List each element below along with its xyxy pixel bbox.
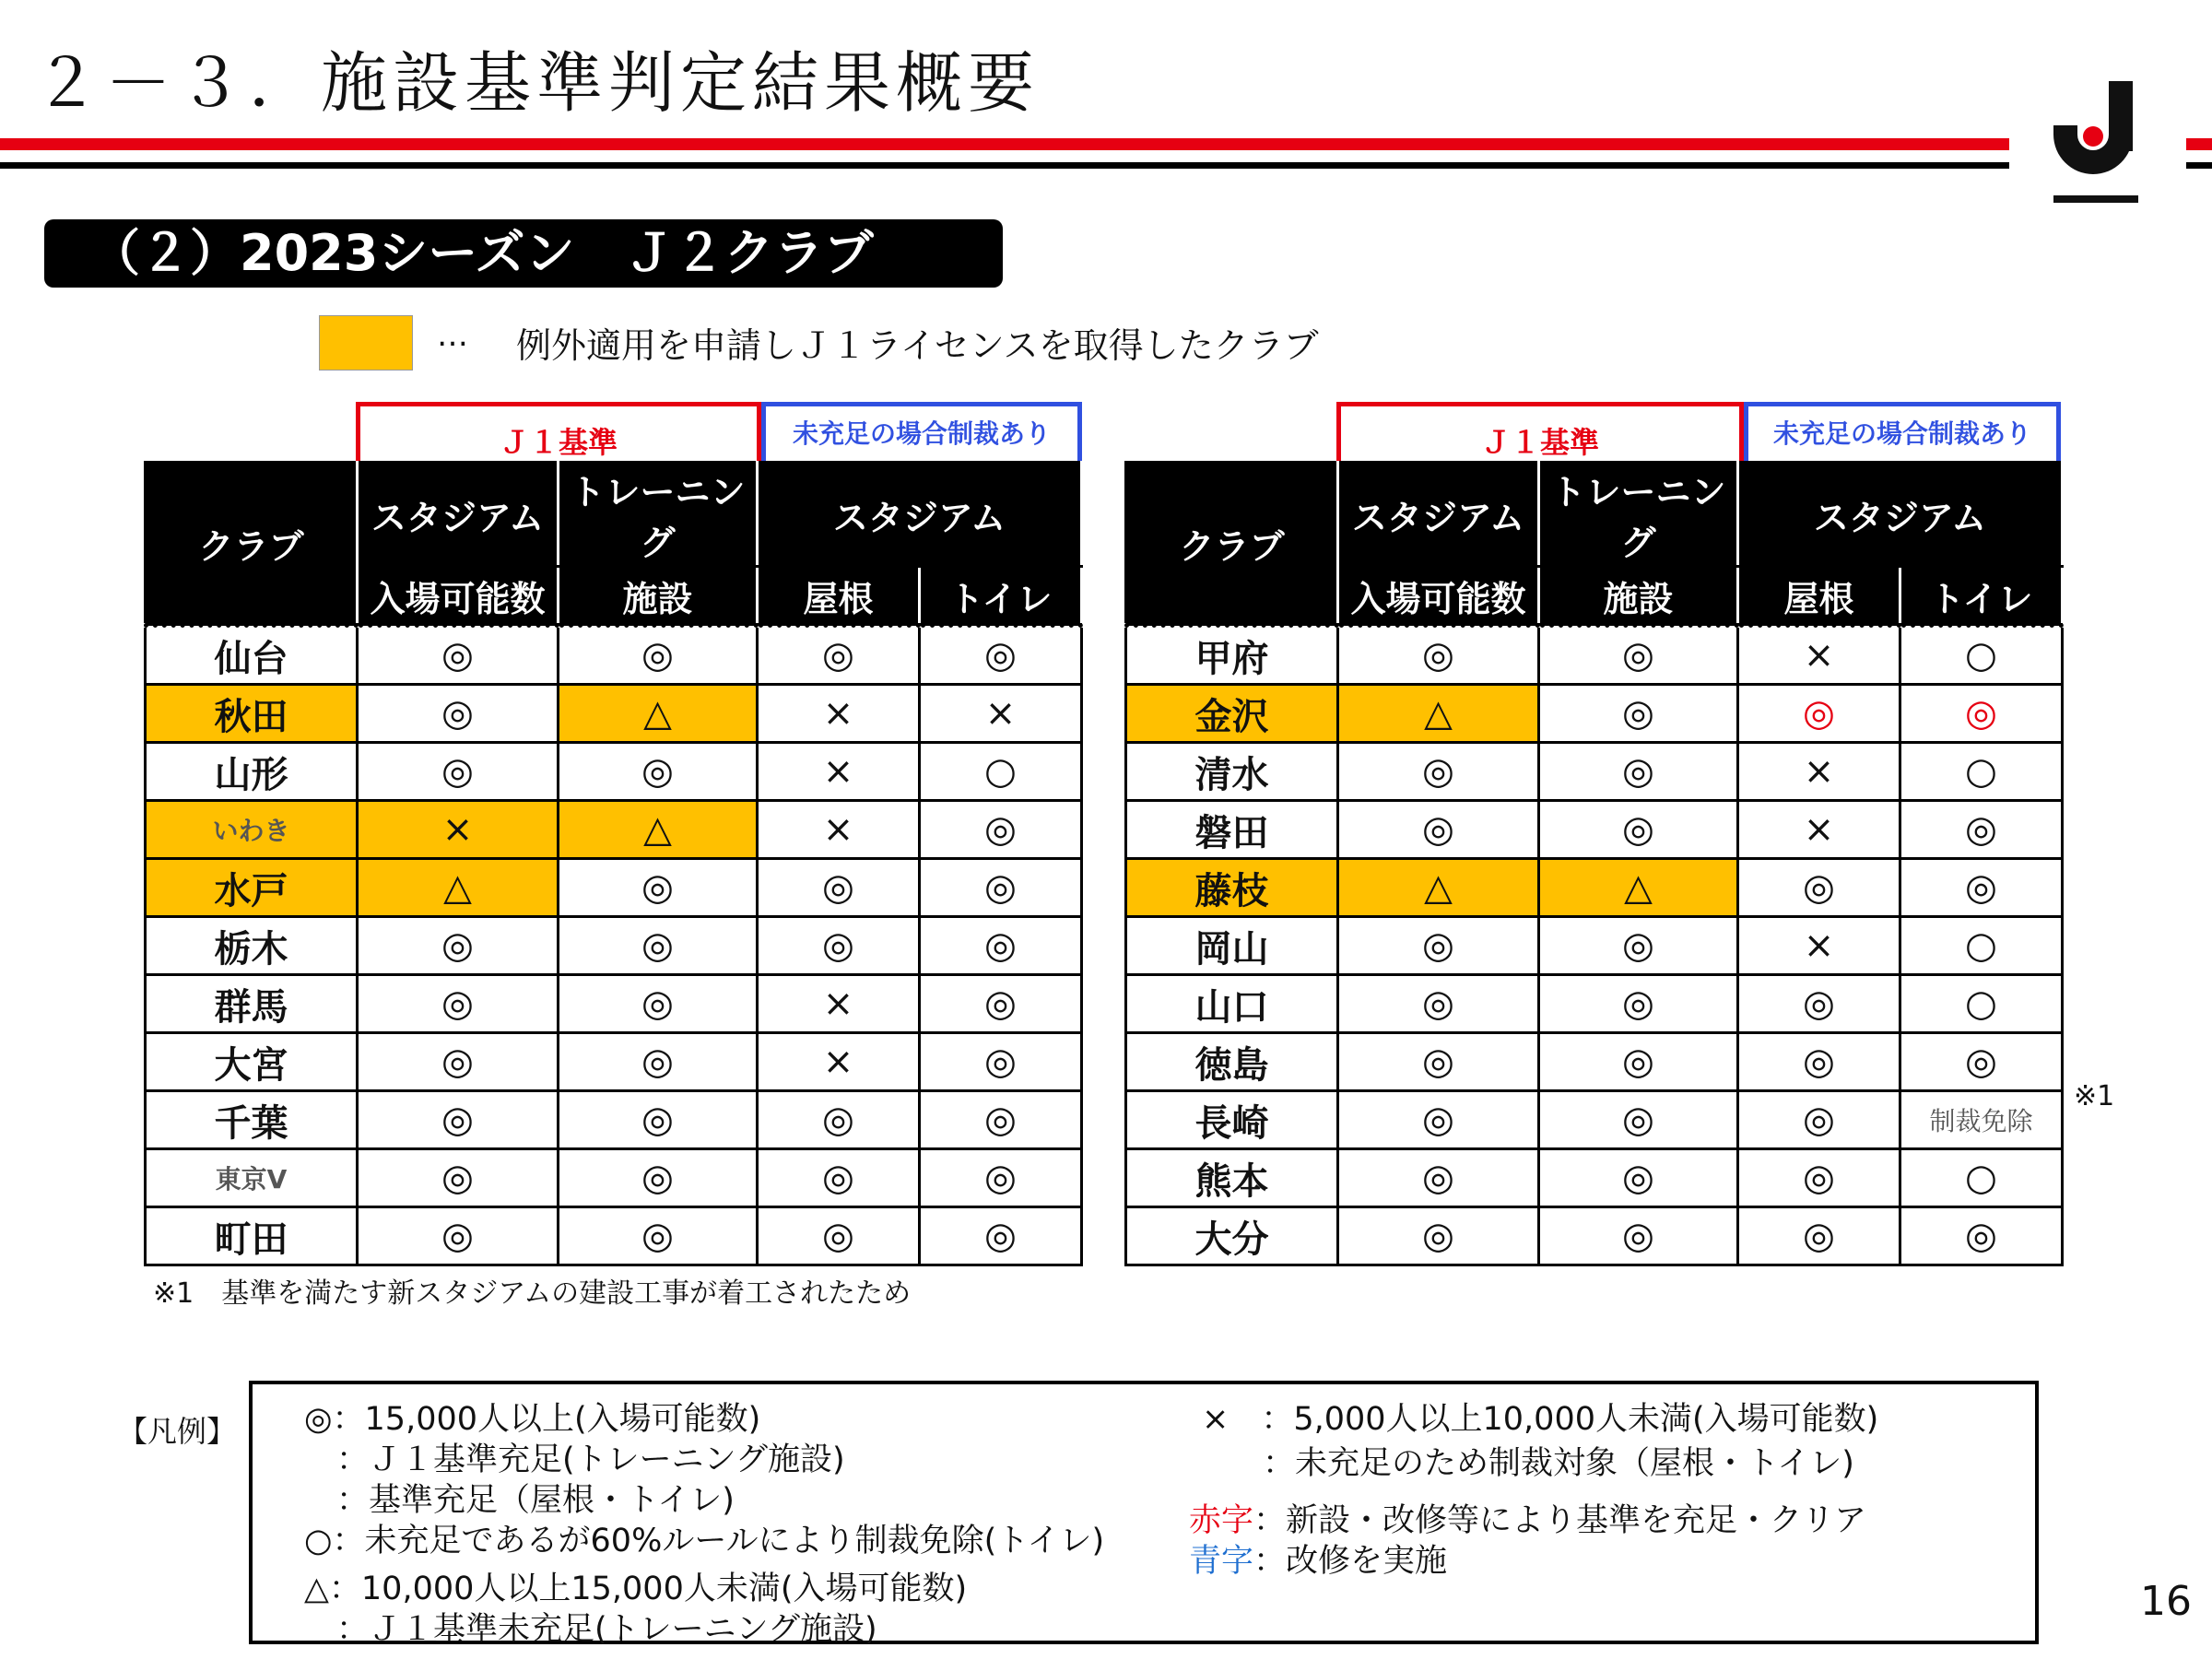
- club-name-cell: 金沢: [1126, 685, 1338, 743]
- note-ellipsis: …: [437, 317, 468, 354]
- rating-cell: ◎: [559, 743, 758, 801]
- rating-cell: ◎: [1539, 1149, 1738, 1207]
- rating-cell: ◎: [920, 859, 1082, 917]
- header-rule-red-right: [2186, 138, 2212, 150]
- header-club: クラブ: [146, 463, 358, 626]
- legend-triangle-training: ：Ｊ１基準未充足(トレーニング施設): [304, 1611, 877, 1648]
- club-name-cell: 大分: [1126, 1207, 1338, 1265]
- rating-cell: ◎: [1539, 1091, 1738, 1149]
- legend-double-circle-training: ：Ｊ１基準充足(トレーニング施設): [304, 1441, 845, 1478]
- legend-double-circle-roof: ：基準充足（屋根・トイレ): [304, 1482, 735, 1519]
- rating-cell: ◎: [559, 975, 758, 1033]
- club-name-cell: 磐田: [1126, 801, 1338, 859]
- rating-cell: ◎: [559, 917, 758, 975]
- table-row: [146, 743, 1082, 801]
- rating-cell: ×: [920, 685, 1082, 743]
- rating-cell: ◎: [1738, 1207, 1900, 1265]
- rating-cell: ×: [1738, 801, 1900, 859]
- header-facility: 施設: [1539, 567, 1738, 626]
- club-name-cell: 大宮: [146, 1033, 358, 1091]
- table-row: [146, 975, 1082, 1033]
- header-training: トレーニング: [559, 463, 758, 567]
- rating-cell: ◎: [559, 1091, 758, 1149]
- rating-cell: ◎: [920, 626, 1082, 685]
- club-name-cell: 町田: [146, 1207, 358, 1265]
- group-penalty-right: 未充足の場合制裁あり: [1744, 402, 2061, 463]
- rating-cell: ◎: [1738, 859, 1900, 917]
- rating-cell: ×: [1738, 917, 1900, 975]
- rating-cell: ○: [1900, 975, 2063, 1033]
- jleague-logo-icon: [2041, 79, 2151, 218]
- table-row: [146, 685, 1082, 743]
- rating-cell: ×: [1738, 743, 1900, 801]
- rating-cell: ◎: [1539, 801, 1738, 859]
- legend-circle: ○：未充足であるが60%ルールにより制裁免除(トイレ): [304, 1523, 1105, 1559]
- club-name-cell: 岡山: [1126, 917, 1338, 975]
- header-facility: 施設: [559, 567, 758, 626]
- club-name-cell: 千葉: [146, 1091, 358, 1149]
- group-penalty-left: 未充足の場合制裁あり: [761, 402, 1082, 463]
- table-row: [1126, 975, 2063, 1033]
- rating-cell: ◎: [358, 975, 559, 1033]
- legend-label: 【凡例】: [118, 1414, 237, 1449]
- rating-cell: ○: [1900, 626, 2063, 685]
- rating-cell: ◎: [1338, 626, 1539, 685]
- page-title: ２－３．施設基準判定結果概要: [33, 44, 1041, 122]
- table-row: [146, 1149, 1082, 1207]
- header-stadium: スタジアム: [1338, 463, 1539, 567]
- header-club: クラブ: [1126, 463, 1338, 626]
- club-name-cell: 藤枝: [1126, 859, 1338, 917]
- rating-cell: ◎: [1338, 1091, 1539, 1149]
- jleague-logo: [2041, 79, 2151, 218]
- club-name-cell: 栃木: [146, 917, 358, 975]
- table-row: [1126, 1033, 2063, 1091]
- rating-cell: ◎: [1900, 801, 2063, 859]
- club-name-cell: 水戸: [146, 859, 358, 917]
- rating-cell: ◎: [920, 975, 1082, 1033]
- rating-cell: ○: [1900, 917, 2063, 975]
- rating-cell: ◎: [559, 1033, 758, 1091]
- table-row: [146, 859, 1082, 917]
- page-number: 16: [2140, 1578, 2192, 1625]
- legend-blue-key: 青字: [1189, 1543, 1254, 1580]
- rating-cell: ×: [758, 1033, 920, 1091]
- rating-cell: ◎: [1900, 859, 2063, 917]
- club-name-cell: 清水: [1126, 743, 1338, 801]
- header-stadium2: スタジアム: [1738, 463, 2063, 567]
- club-name-cell: 長崎: [1126, 1091, 1338, 1149]
- rating-cell: ◎: [1338, 975, 1539, 1033]
- header-capacity: 入場可能数: [1338, 567, 1539, 626]
- rating-cell: ◎: [920, 1207, 1082, 1265]
- note-text: 例外適用を申請しＪ１ライセンスを取得したクラブ: [516, 325, 1319, 366]
- rating-cell: ◎: [559, 626, 758, 685]
- rating-cell: ◎: [1539, 685, 1738, 743]
- rating-cell: ○: [1900, 1149, 2063, 1207]
- legend-box: [249, 1381, 2039, 1648]
- table-row: [146, 1033, 1082, 1091]
- rating-cell: ○: [920, 743, 1082, 801]
- rating-cell: ◎: [1539, 743, 1738, 801]
- club-name-cell: 東京V: [146, 1149, 358, 1207]
- club-name-cell: 甲府: [1126, 626, 1338, 685]
- rating-cell: ◎: [1738, 685, 1900, 743]
- club-name-cell: 熊本: [1126, 1149, 1338, 1207]
- footnote: ※1 基準を満たす新スタジアムの建設工事が着工されたため: [153, 1277, 912, 1310]
- legend-double-circle: ◎：15,000人以上(入場可能数): [304, 1401, 761, 1438]
- rating-cell: ×: [758, 975, 920, 1033]
- legend-triangle: △：10,000人以上15,000人未満(入場可能数): [304, 1571, 968, 1607]
- header-toilet: トイレ: [920, 567, 1082, 626]
- rating-cell: ◎: [1900, 1207, 2063, 1265]
- rating-cell: ◎: [358, 917, 559, 975]
- rating-cell: ◎: [1900, 1033, 2063, 1091]
- legend-red-key: 赤字: [1189, 1502, 1254, 1539]
- legend-cross: × ：5,000人以上10,000人未満(入場可能数): [1202, 1401, 1879, 1438]
- rating-cell: ◎: [920, 1149, 1082, 1207]
- rating-cell: ◎: [758, 1149, 920, 1207]
- rating-cell: ×: [358, 801, 559, 859]
- table-row: [1126, 917, 2063, 975]
- table-row: [146, 1091, 1082, 1149]
- footnote-marker: ※1: [2074, 1080, 2115, 1112]
- rating-cell: ◎: [758, 859, 920, 917]
- rating-cell: ◎: [358, 626, 559, 685]
- table-row: [1126, 1091, 2063, 1149]
- header-rule-black: [0, 162, 2009, 169]
- table-row: [1126, 626, 2063, 685]
- rating-cell: ◎: [559, 859, 758, 917]
- header-rule-black-right: [2186, 162, 2212, 169]
- table-row: [146, 917, 1082, 975]
- table-row: [146, 801, 1082, 859]
- rating-cell: ◎: [358, 1091, 559, 1149]
- table-row: [1126, 859, 2063, 917]
- rating-cell: ×: [758, 685, 920, 743]
- rating-cell: ◎: [559, 1149, 758, 1207]
- header-training: トレーニング: [1539, 463, 1738, 567]
- rating-cell: ◎: [358, 685, 559, 743]
- header-toilet: トイレ: [1900, 567, 2063, 626]
- facility-table-left: [144, 461, 1083, 1266]
- rating-cell: ◎: [1738, 1091, 1900, 1149]
- rating-cell: ×: [1738, 626, 1900, 685]
- rating-cell: ○: [1900, 743, 2063, 801]
- highlight-swatch: [319, 315, 413, 371]
- club-name-cell: 徳島: [1126, 1033, 1338, 1091]
- rating-cell: ◎: [1338, 917, 1539, 975]
- header-capacity: 入場可能数: [358, 567, 559, 626]
- rating-cell: ◎: [1539, 1207, 1738, 1265]
- rating-cell: △: [1338, 859, 1539, 917]
- club-name-cell: 山口: [1126, 975, 1338, 1033]
- rating-cell: ◎: [1738, 975, 1900, 1033]
- rating-cell: ◎: [1338, 801, 1539, 859]
- rating-cell: ◎: [758, 1091, 920, 1149]
- table-row: [1126, 1149, 2063, 1207]
- rating-cell: △: [559, 801, 758, 859]
- rating-cell: ◎: [1900, 685, 2063, 743]
- rating-cell: ◎: [920, 1033, 1082, 1091]
- table-body-right: [1126, 626, 2063, 1265]
- table-row: [1126, 801, 2063, 859]
- rating-cell: ◎: [1338, 1207, 1539, 1265]
- table-row: [1126, 685, 2063, 743]
- group-j1-left: Ｊ１基準: [356, 402, 761, 463]
- rating-cell: ◎: [1338, 1149, 1539, 1207]
- rating-cell: △: [559, 685, 758, 743]
- legend-cross-roof: ：未充足のため制裁対象（屋根・トイレ): [1263, 1445, 1854, 1482]
- rating-cell: ◎: [1738, 1033, 1900, 1091]
- rating-cell: ×: [758, 801, 920, 859]
- rating-cell: ◎: [920, 917, 1082, 975]
- table-row: [1126, 1207, 2063, 1265]
- rating-cell: ◎: [1338, 743, 1539, 801]
- header-rule-red: [0, 138, 2009, 150]
- club-name-cell: 群馬: [146, 975, 358, 1033]
- table-row: [146, 626, 1082, 685]
- header-stadium2: スタジアム: [758, 463, 1082, 567]
- rating-cell: ◎: [758, 626, 920, 685]
- table-body-left: [146, 626, 1082, 1265]
- table-row: [146, 1207, 1082, 1265]
- rating-cell: ◎: [1539, 975, 1738, 1033]
- legend-red-text: ：新設・改修等により基準を充足・クリア: [1253, 1502, 1867, 1539]
- rating-cell: 制裁免除: [1900, 1091, 2063, 1149]
- rating-cell: ×: [758, 743, 920, 801]
- rating-cell: ◎: [1338, 1033, 1539, 1091]
- rating-cell: △: [358, 859, 559, 917]
- club-name-cell: 山形: [146, 743, 358, 801]
- rating-cell: ◎: [1539, 1033, 1738, 1091]
- rating-cell: ◎: [1539, 917, 1738, 975]
- club-name-cell: いわき: [146, 801, 358, 859]
- rating-cell: ◎: [358, 1207, 559, 1265]
- rating-cell: △: [1539, 859, 1738, 917]
- rating-cell: ◎: [559, 1207, 758, 1265]
- legend-blue-text: ：改修を実施: [1253, 1543, 1448, 1580]
- rating-cell: ◎: [920, 801, 1082, 859]
- rating-cell: ◎: [358, 743, 559, 801]
- club-name-cell: 仙台: [146, 626, 358, 685]
- group-j1-right: Ｊ１基準: [1336, 402, 1744, 463]
- rating-cell: ◎: [1539, 626, 1738, 685]
- facility-table-right: [1124, 461, 2064, 1266]
- rating-cell: ◎: [758, 917, 920, 975]
- table-row: [1126, 743, 2063, 801]
- header-stadium: スタジアム: [358, 463, 559, 567]
- header-roof: 屋根: [1738, 567, 1900, 626]
- rating-cell: ◎: [1738, 1149, 1900, 1207]
- rating-cell: ◎: [758, 1207, 920, 1265]
- rating-cell: ◎: [358, 1149, 559, 1207]
- rating-cell: △: [1338, 685, 1539, 743]
- club-name-cell: 秋田: [146, 685, 358, 743]
- section-heading: （２）2023シーズン Ｊ２クラブ: [44, 219, 1003, 288]
- header-roof: 屋根: [758, 567, 920, 626]
- rating-cell: ◎: [358, 1033, 559, 1091]
- rating-cell: ◎: [920, 1091, 1082, 1149]
